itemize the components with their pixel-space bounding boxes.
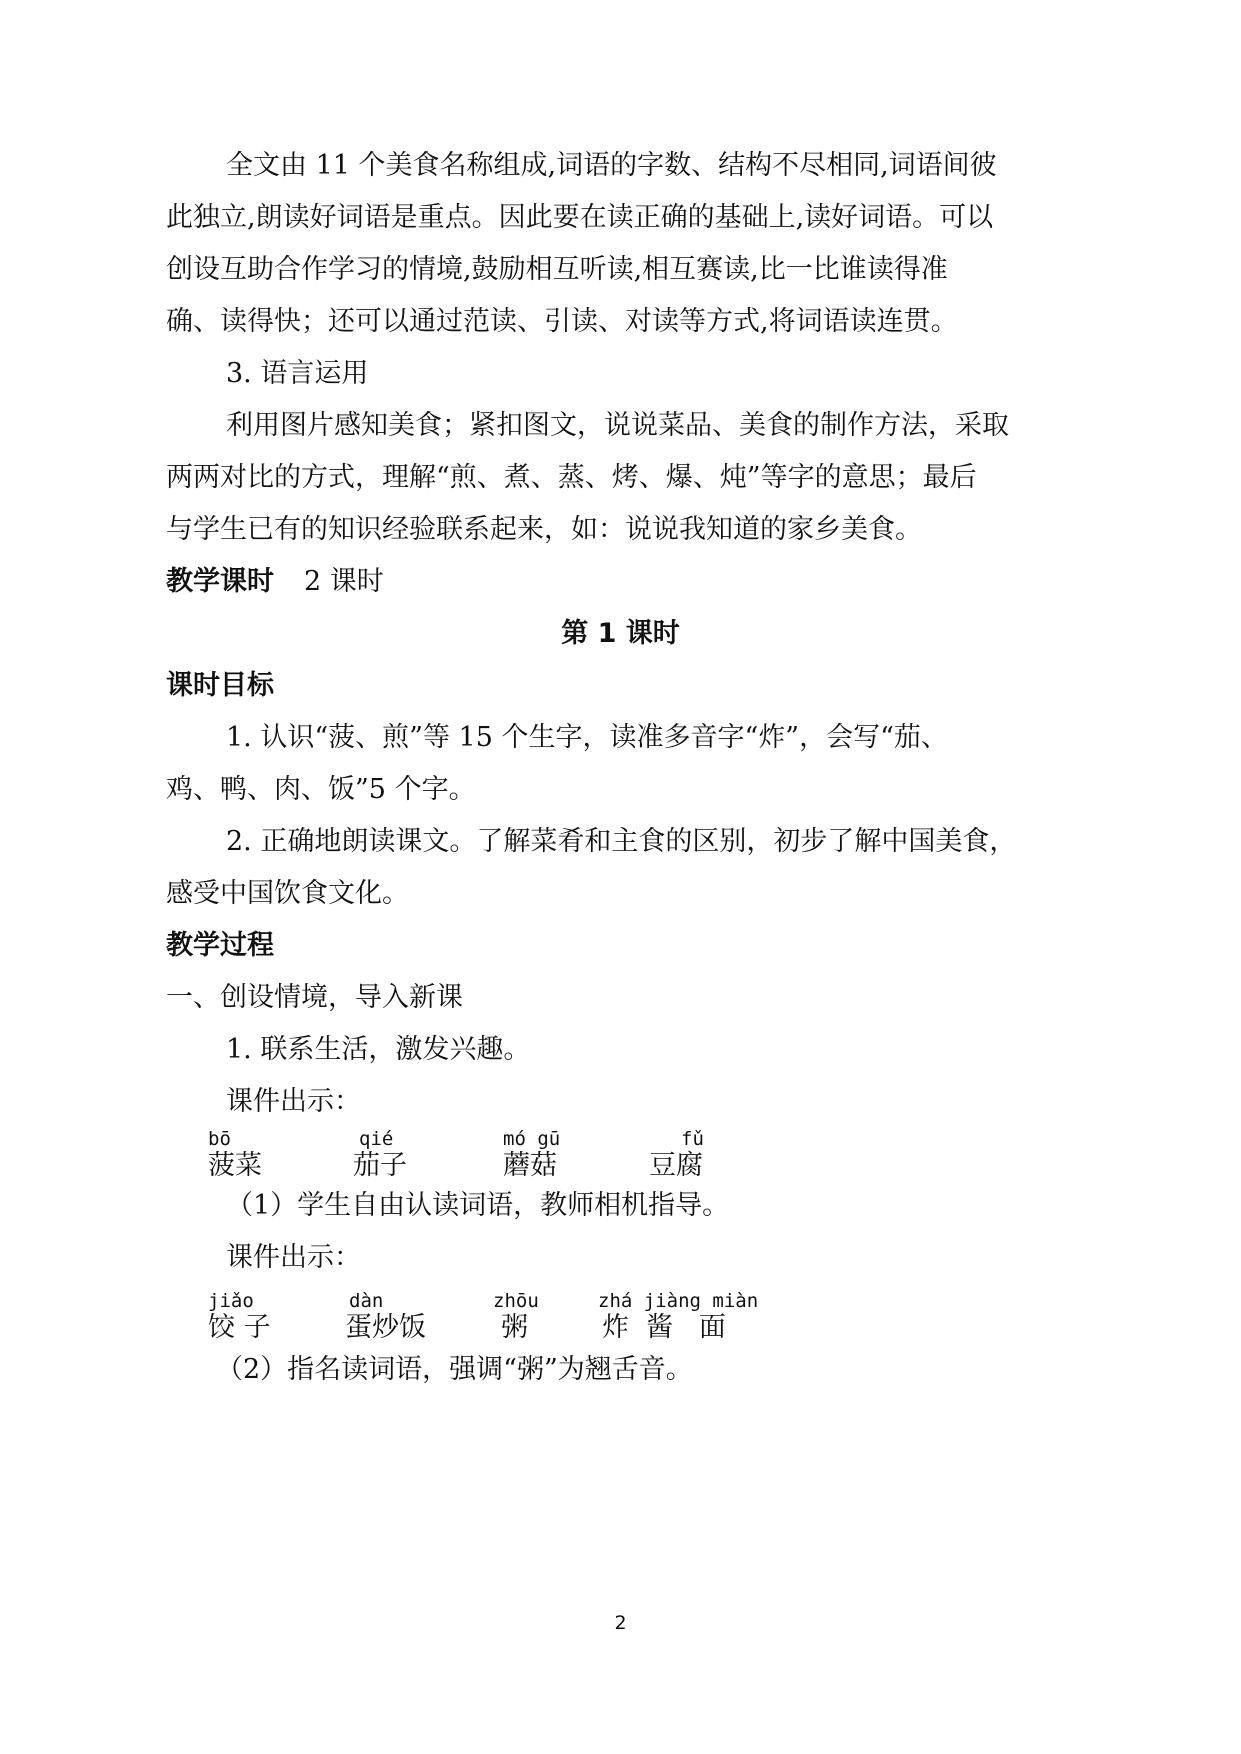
note-line: （2）指名读词语，强调“粥”为翘舌音。 — [216, 1354, 693, 1385]
word-chars: 豆腐 — [649, 1150, 703, 1181]
pinyin-word — [353, 1128, 407, 1182]
pinyin-word — [598, 1290, 758, 1344]
step-title: 1. 联系生活，激发兴趣。 — [226, 1034, 531, 1065]
paragraph-line: 两两对比的方式，理解“煎、煮、蒸、烤、爆、炖”等字的意思；最后 — [166, 462, 977, 493]
goal-line: 1. 认识“菠、煎”等 15 个生字，读准多音字“炸”，会写“茄、 — [226, 722, 948, 753]
word-chars: 饺 子 — [208, 1312, 271, 1343]
word-chars: 蛋炒饭 — [345, 1312, 426, 1343]
pinyin-word — [208, 1128, 262, 1182]
paragraph-line: 全文由 11 个美食名称组成,词语的字数、结构不尽相同,词语间彼 — [226, 150, 997, 181]
paragraph-line: 与学生已有的知识经验联系起来，如：说说我知道的家乡美食。 — [166, 514, 922, 545]
lesson-hours-label: 教学课时 — [166, 566, 274, 597]
pinyin: fǔ — [681, 1128, 704, 1150]
paragraph-line: 确、读得快；还可以通过范读、引读、对读等方式,将词语读连贯。 — [166, 306, 958, 337]
pinyin-word — [493, 1290, 539, 1344]
pinyin: mó gū — [503, 1128, 561, 1150]
part-title: 一、创设情境，导入新课 — [166, 982, 463, 1013]
word-chars: 蘑菇 — [503, 1150, 557, 1181]
pinyin: bō — [208, 1128, 231, 1150]
goal-line: 感受中国饮食文化。 — [166, 878, 409, 909]
pinyin: jiǎo — [208, 1290, 254, 1312]
paragraph-line: 此独立,朗读好词语是重点。因此要在读正确的基础上,读好词语。可以 — [166, 202, 994, 233]
note-line: （1）学生自由认读词语，教师相机指导。 — [226, 1190, 730, 1221]
pinyin-word — [345, 1290, 426, 1344]
pinyin: zhōu — [493, 1290, 539, 1312]
pinyin: qié — [359, 1128, 394, 1150]
pinyin-word — [649, 1128, 704, 1182]
paragraph-line: 创设互助合作学习的情境,鼓励相互听读,相互赛读,比一比谁读得准 — [166, 254, 948, 285]
lesson-hours — [166, 562, 1076, 602]
paragraph-line: 利用图片感知美食；紧扣图文，说说菜品、美食的制作方法，采取 — [226, 410, 1009, 441]
pinyin: zhá jiàng miàn — [598, 1290, 759, 1312]
courseware-label: 课件出示： — [226, 1242, 361, 1273]
process-heading: 教学过程 — [166, 930, 274, 961]
lesson-title: 第 1 课时 — [561, 618, 680, 649]
section-title: 3. 语言运用 — [226, 358, 369, 389]
lesson-hours-value: 2 课时 — [304, 566, 384, 597]
page-number: 2 — [614, 1612, 627, 1634]
goal-line: 2. 正确地朗读课文。了解菜肴和主食的区别，初步了解中国美食， — [226, 826, 1017, 857]
goal-line: 鸡、鸭、肉、饭”5 个字。 — [166, 774, 476, 805]
pinyin: dàn — [349, 1290, 384, 1312]
word-chars: 粥 — [501, 1312, 528, 1343]
word-chars: 茄子 — [353, 1150, 407, 1181]
courseware-label: 课件出示： — [226, 1086, 361, 1117]
pinyin-word — [503, 1128, 560, 1182]
pinyin-word — [208, 1290, 271, 1344]
word-chars: 炸 酱 面 — [602, 1312, 726, 1343]
goals-heading: 课时目标 — [166, 670, 274, 701]
word-chars: 菠菜 — [208, 1150, 262, 1181]
